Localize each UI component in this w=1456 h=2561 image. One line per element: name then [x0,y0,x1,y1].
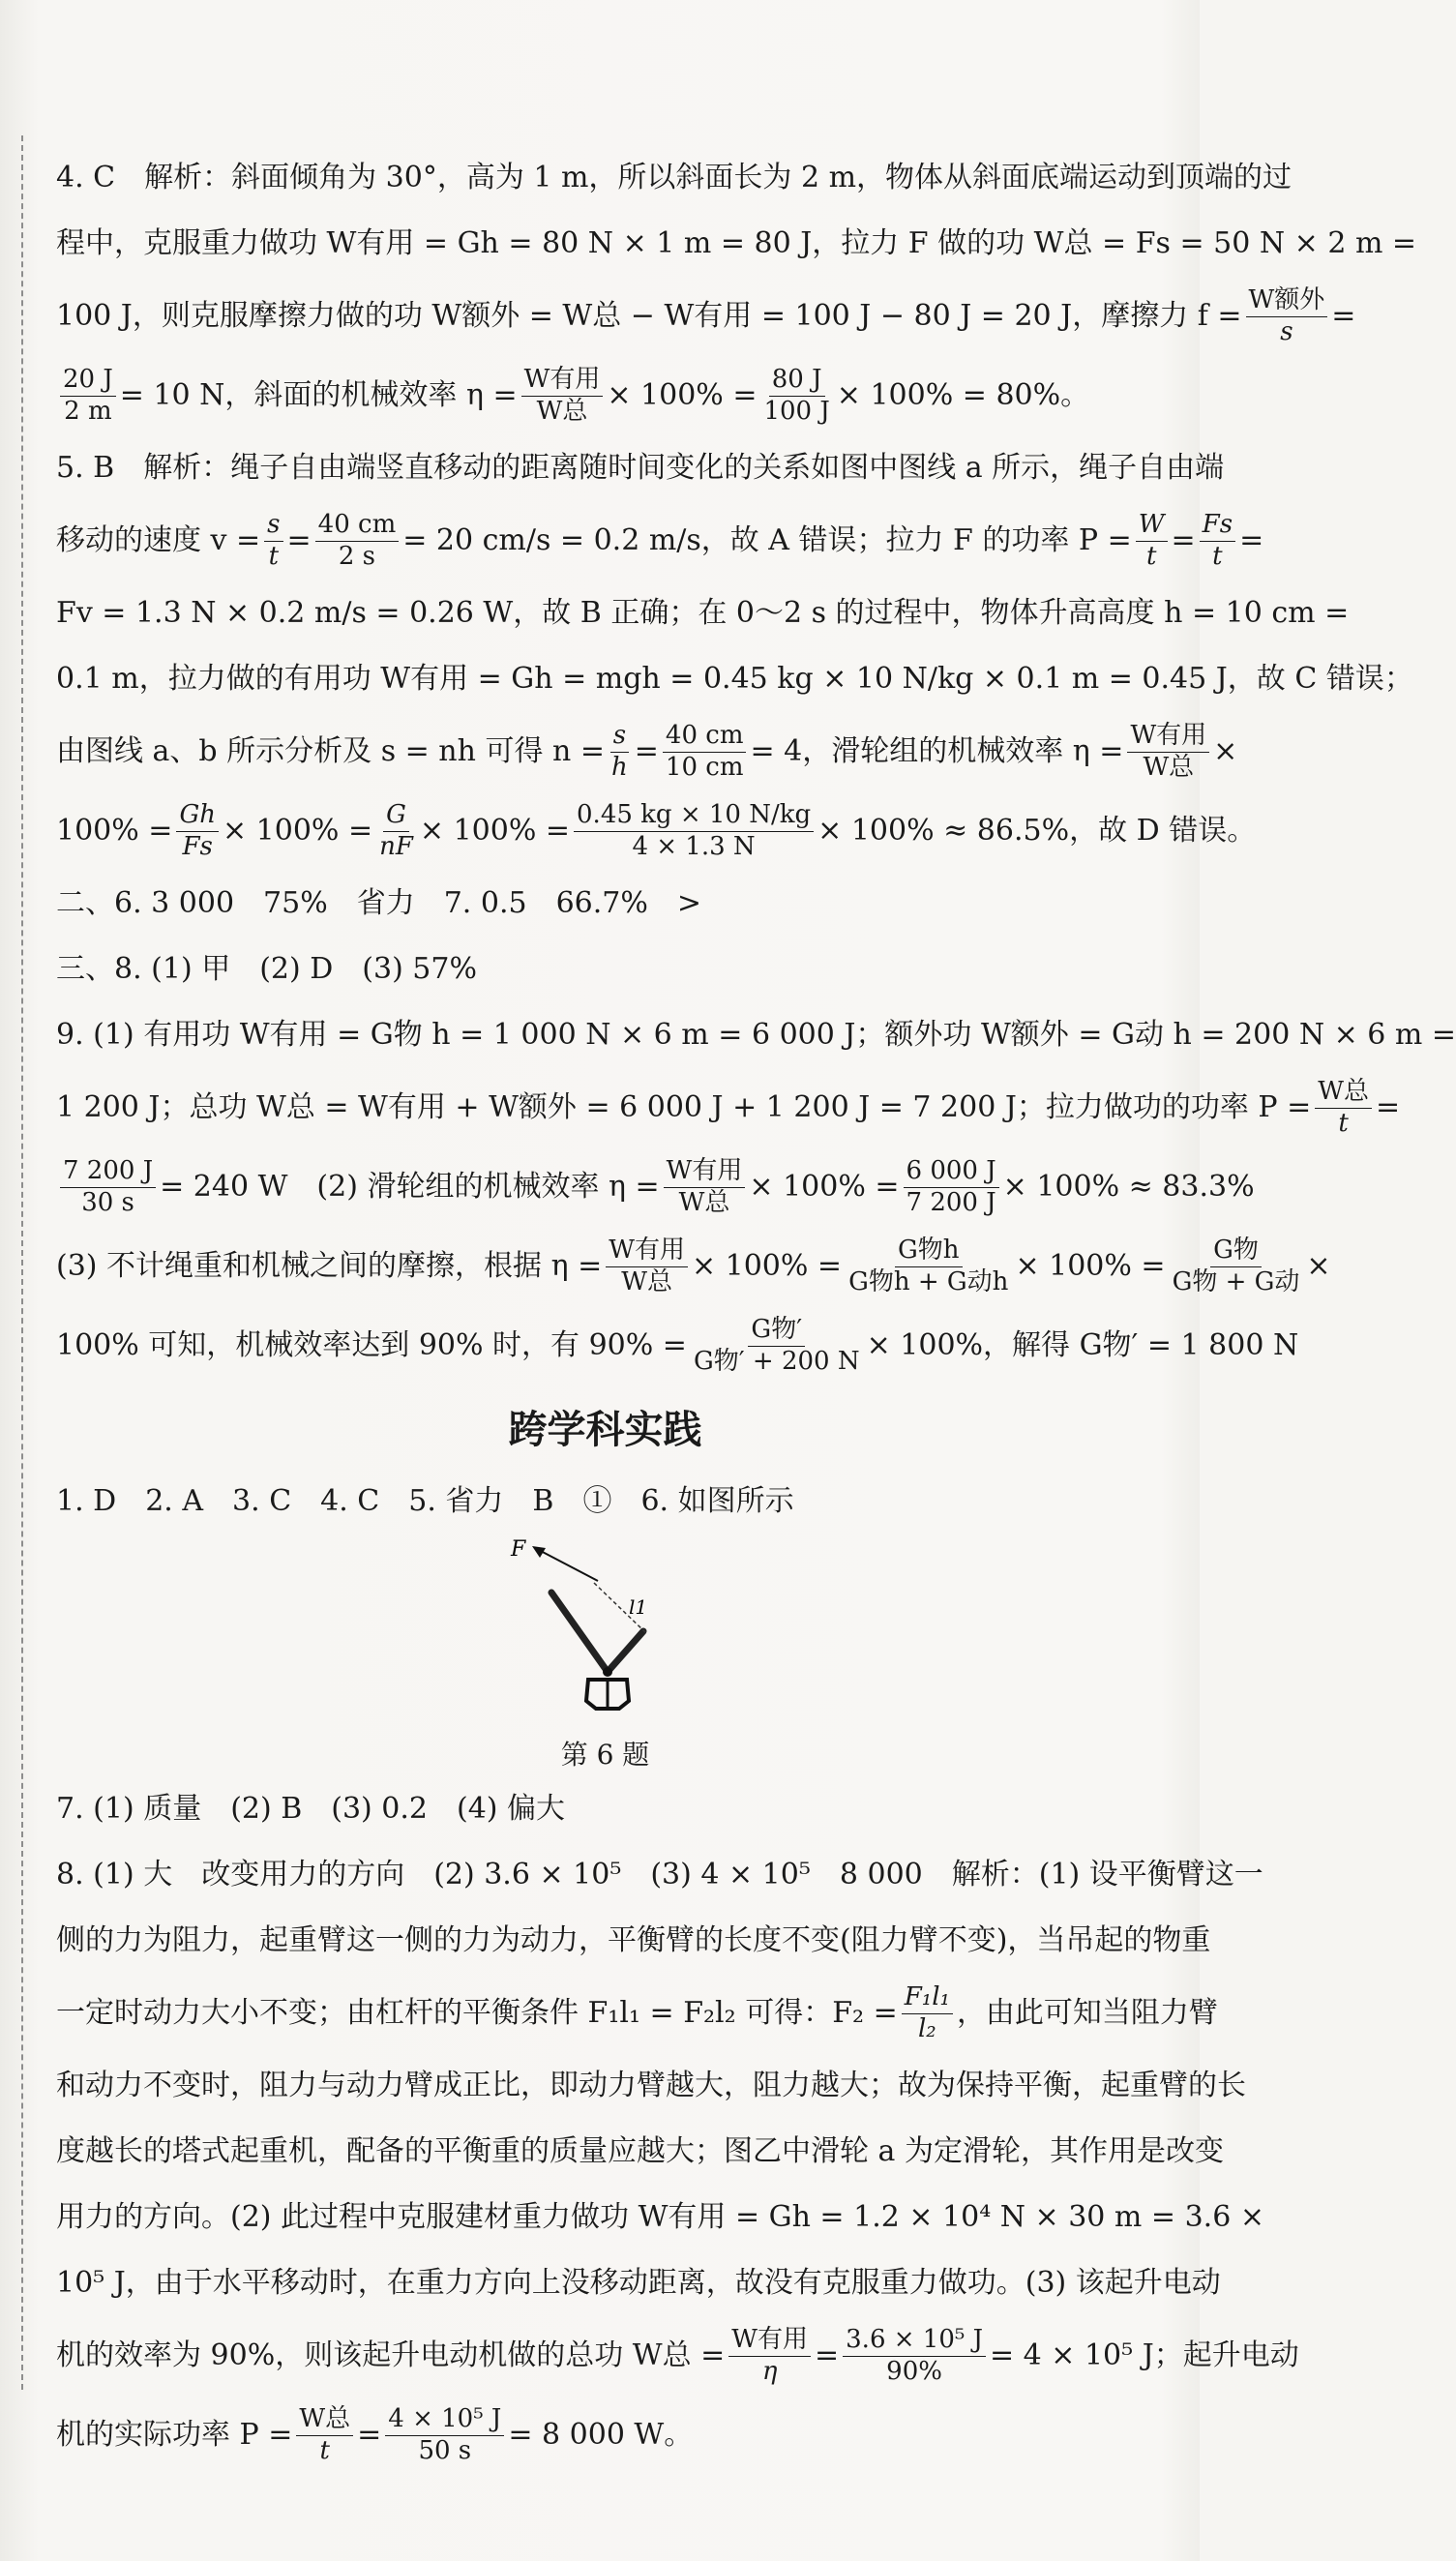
practice-q8-line-3: 一定时动力大小不变；由杠杆的平衡条件 F₁l₁ = F₂l₂ 可得：F₂ = $\frac{\text{F₁l₁}}{\text{l₂}}$ ，由此可知当阻力臂 [56,1982,1218,2043]
q4-line-1: 4. C 解析：斜面倾角为 30°，高为 1 m，所以斜面长为 2 m，物体从斜面底端运动到顶端的过 [56,161,1293,194]
fraction: $\frac{0.45 kg \times 10 N/kg}{4 \times 1.3 N}$ [574,802,814,860]
fraction: $\frac{\text{W有用}}{\text{W总}}$ [521,367,604,425]
practice-q7: 7. (1) 质量 (2) B (3) 0.2 (4) 偏大 [56,1792,566,1826]
force-label: F [511,1537,526,1562]
q4-line-4: $\frac{20 J}{2 m}$ = 10 N，斜面的机械效率 η = $\frac{\text{W有用}}{\text{W总}}$ × 100% = $\frac{80 J}{100 J}$ × 100% = 80%。 [56,356,1154,435]
fraction: $\frac{20 J}{2 m}$ [60,367,116,425]
arm-label: l1 [629,1595,648,1619]
figure-caption: 第 6 题 [560,1739,650,1771]
practice-q8-line-5: 度越长的塔式起重机，配备的平衡重的质量应越大；图乙中滑轮 a 为定滑轮，其作用是改变 [56,2134,1224,2168]
fraction: $\frac{7 200 J}{30 s}$ [60,1158,156,1216]
q5-line-3: Fv = 1.3 N × 0.2 m/s = 0.26 W，故 B 正确；在 0～2 s 的过程中，物体升高高度 h = 10 cm = [56,596,1350,630]
fraction: $\frac{\text{W有用}}{\text{W总}}$ [664,1158,746,1216]
fraction: $\frac{s}{h}$ [611,721,628,782]
fraction: $\frac{\text{G物′}}{\text{G物′ + 200 N}}$ [693,1315,860,1376]
fraction: $\frac{6 000 J}{7 200 J}$ [904,1158,999,1216]
q5-line-4: 0.1 m，拉力做的有用功 W有用 = Gh = mgh = 0.45 kg × 10 N/kg × 0.1 m = 0.45 J，故 C 错误； [56,662,1413,696]
practice-q8-line-9: 机的实际功率 P = $\frac{\text{W总}}{t}$ = $\frac{\text{4 × 10⁵ J}}{50 s}$ = 8 000 W。 [56,2404,694,2465]
q5-line-2: 移动的速度 v = $\frac{s}{t}$ = $\frac{40 cm}{2 s}$ = 20 cm/s = 0.2 m/s，故 A 错误；拉力 F 的功率 P = $\frac{W}{t}$ = $\frac{Fs}{t}$ = [56,510,1264,571]
fraction: $\frac{\text{W额外}}{s}$ [1246,287,1328,345]
fraction: $\frac{80 J}{100 J}$ [763,365,830,426]
fraction: $\frac{\text{4 × 10⁵ J}}{50 s}$ [385,2406,504,2464]
fraction: $\frac{\text{W总}}{t}$ [296,2406,353,2464]
fraction: $\frac{\text{W有用}}{\eta}$ [728,2327,811,2385]
practice-q8-line-8: 机的效率为 90%，则该起升电动机做的总功 W总 = $\frac{\text{W有用}}{\eta}$ = $\frac{\text{3.6 × 10⁵ J}}{90\%}$ = 4 × 10⁵ J；起升电动 [56,2325,1299,2386]
fraction: $\frac{\text{W有用}}{\text{W总}}$ [606,1237,688,1295]
practice-q8-line-4: 和动力不变时，阻力与动力臂成正比，即动力臂越大，阻力越大；故为保持平衡，起重臂的长 [56,2069,1246,2102]
q9-line-1: 9. (1) 有用功 W有用 = G物 h = 1 000 N × 6 m = 6 000 J；额外功 W额外 = G动 h = 200 N × 6 m = [56,1018,1456,1052]
handle-right [608,1631,643,1672]
practice-q8-line-2: 侧的力为阻力，起重臂这一侧的力为动力，平衡臂的长度不变(阻力臂不变)，当吊起的物重 [56,1923,1211,1957]
q9-line-3: $\frac{7 200 J}{30 s}$ = 240 W (2) 滑轮组的机械效率 η = $\frac{\text{W有用}}{\text{W总}}$ × 100% = $\frac{6 000 J}{7 200 J}$ × 100% ≈ 83.3% [56,1147,1154,1227]
fraction: $\frac{\text{W总}}{t}$ [1315,1079,1372,1137]
section-2-answers: 二、6. 3 000 75% 省力 7. 0.5 66.7% > [56,886,702,920]
section-title: 跨学科实践 [508,1408,702,1452]
q5-line-1: 5. B 解析：绳子自由端竖直移动的距离随时间变化的关系如图中图线 a 所示，绳子自由端 [56,451,1225,485]
q9-line-2: 1 200 J；总功 W总 = W有用 + W额外 = 6 000 J + 1 200 J = 7 200 J；拉力做功的功率 P = $\frac{\text{W总}}{t}$ = [56,1077,1401,1138]
force-arrow-line [537,1549,598,1581]
practice-q8-line-1: 8. (1) 大 改变用力的方向 (2) 3.6 × 10⁵ (3) 4 × 10⁵ 8 000 解析：(1) 设平衡臂这一 [56,1858,1263,1891]
q4-line-2: 程中，克服重力做功 W有用 = Gh = 80 N × 1 m = 80 J，拉力 F 做的功 W总 = Fs = 50 N × 2 m = [56,226,1417,260]
lever-pliers-diagram [484,1534,726,1728]
fraction: $\frac{\text{3.6 × 10⁵ J}}{90\%}$ [843,2327,986,2385]
fraction: $\frac{\text{W有用}}{\text{W总}}$ [1127,723,1209,781]
fraction: $\frac{G}{nF}$ [379,800,413,861]
figure-q6 [56,1534,1154,1776]
answer-content [56,145,1456,2475]
q5-line-5: 由图线 a、b 所示分析及 s = nh 可得 n = $\frac{s}{h}$ = $\frac{40 cm}{10 cm}$ = 4，滑轮组的机械效率 η = $\frac{\text{W有用}}{\text{W总}}$ × [56,721,1238,782]
practice-answers-1: 1. D 2. A 3. C 4. C 5. 省力 B ① 6. 如图所示 [56,1484,794,1518]
binding-margin-line [21,135,23,2390]
fraction: $\frac{s}{t}$ [264,512,282,570]
section-3-answers: 三、8. (1) 甲 (2) D (3) 57% [56,952,477,986]
q9-line-5: 100% 可知，机械效率达到 90% 时，有 90% = $\frac{\text{G物′}}{\text{G物′ + 200 N}}$ × 100%，解得 G物′ = 1 800 N [56,1315,1299,1376]
fraction: $\frac{Fs}{t}$ [1200,512,1235,570]
fraction: $\frac{40 cm}{10 cm}$ [663,723,747,781]
practice-q8-line-6: 用力的方向。(2) 此过程中克服建材重力做功 W有用 = Gh = 1.2 × 10⁴ N × 30 m = 3.6 × [56,2200,1264,2234]
fraction: $\frac{\text{G物}}{\text{G物 + G动}}$ [1172,1236,1300,1296]
fraction: $\frac{\text{F₁l₁}}{\text{l₂}}$ [902,1984,953,2042]
q5-line-6: 100% = $\frac{Gh}{Fs}$ × 100% = $\frac{G}{nF}$ × 100% = $\frac{0.45 kg \times 10 N/kg}{4 \times 1.3 N}$ × 100% ≈ 86.5%，故 D 错误。 [56,800,1257,861]
fraction: $\frac{40 cm}{2 s}$ [315,512,400,570]
q9-line-4: (3) 不计绳重和机械之间的摩擦，根据 η = $\frac{\text{W有用}}{\text{W总}}$ × 100% = $\frac{\text{G物h}}{\text{G物h + G动h}}$ × 100% = $\frac{\text{G物}}{\text{G物 + G动}}$ × [56,1236,1331,1296]
fraction: $\frac{\text{G物h}}{\text{G物h + G动h}}$ [848,1236,1009,1296]
fraction: $\frac{W}{t}$ [1136,512,1168,570]
handle-left [551,1593,608,1672]
pivot [603,1667,612,1677]
fraction: $\frac{Gh}{Fs}$ [176,802,219,860]
q4-line-3: 100 J，则克服摩擦力做的功 W额外 = W总 − W有用 = 100 J − 80 J = 20 J，摩擦力 f = $\frac{\text{W额外}}{s}$ = [56,285,1356,346]
practice-q8-line-7: 10⁵ J，由于水平移动时，在重力方向上没移动距离，故没有克服重力做功。(3) 该起升电动 [56,2266,1221,2300]
